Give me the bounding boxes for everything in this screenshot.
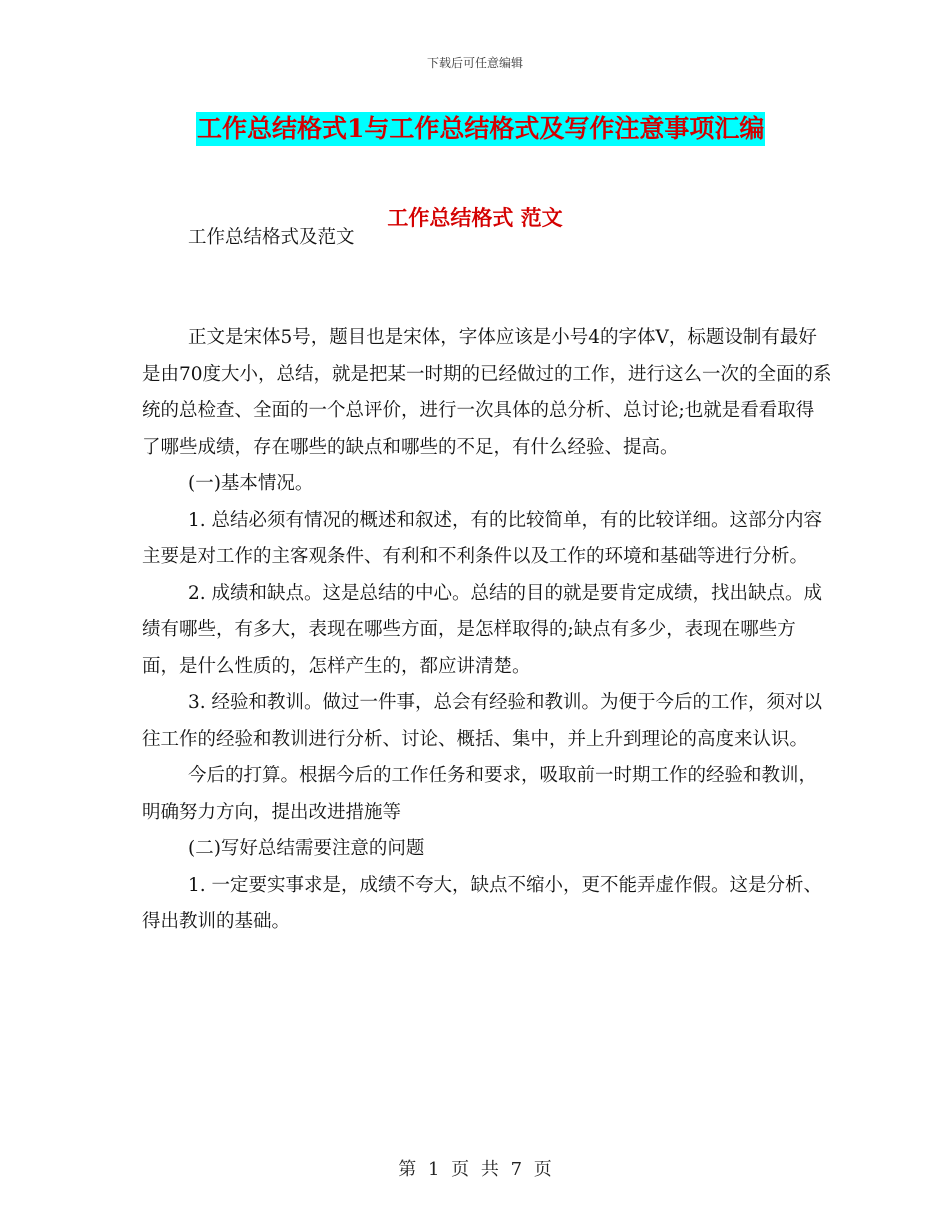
- paragraph-writing-issues: (二)写好总结需要注意的问题: [188, 838, 425, 859]
- paragraph-issue-1: 1. 一定要实事求是，成绩不夸大，缺点不缩小，更不能弄虚作假。这是分析、得出教训的基础。: [142, 874, 823, 932]
- paragraph-basic-situation: (一)基本情况。: [188, 473, 314, 494]
- page-number-footer: 第 1 页 共 7 页: [398, 1159, 552, 1180]
- document-title: 工作总结格式1与工作总结格式及写作注意事项汇编: [196, 112, 765, 146]
- section-heading-block: [142, 220, 832, 257]
- section-heading: 工作总结格式及范文: [188, 227, 355, 248]
- page-header-note: 下载后可任意编辑: [426, 56, 523, 70]
- document-body: [142, 320, 832, 941]
- paragraph-item-3: 3. 经验和教训。做过一件事，总会有经验和教训。为便于今后的工作，须对以往工作的经验和教训进行分析、讨论、概括、集中，并上升到理论的高度来认识。: [142, 692, 823, 750]
- paragraph-future-plans: 今后的打算。根据今后的工作任务和要求，吸取前一时期工作的经验和教训，明确努力方向，提出改进措施等: [142, 765, 818, 823]
- paragraph-item-1: 1. 总结必须有情况的概述和叙述，有的比较简单，有的比较详细。这部分内容主要是对工作的主客观条件、有利和不利条件以及工作的环境和基础等进行分析。: [142, 509, 823, 567]
- paragraph-item-2: 2. 成绩和缺点。这是总结的中心。总结的目的就是要肯定成绩，找出缺点。成绩有哪些，有多大，表现在哪些方面，是怎样取得的;缺点有多少，表现在哪些方面，是什么性质的，怎样产生的，都应讲清楚。: [142, 582, 823, 677]
- paragraph-intro: 正文是宋体5号，题目也是宋体，字体应该是小号4的字体V，标题设制有最好是由70度大小，总结，就是把某一时期的已经做过的工作，进行这么一次的全面的系统的总检查、全面的一个总评价，进行一次具体的总分析、总讨论;也就是看看取得了哪些成绩，存在哪些的缺点和哪些的不足，有什么经验、提高。: [142, 327, 832, 458]
- document-subtitle: 工作总结格式 范文: [387, 205, 563, 230]
